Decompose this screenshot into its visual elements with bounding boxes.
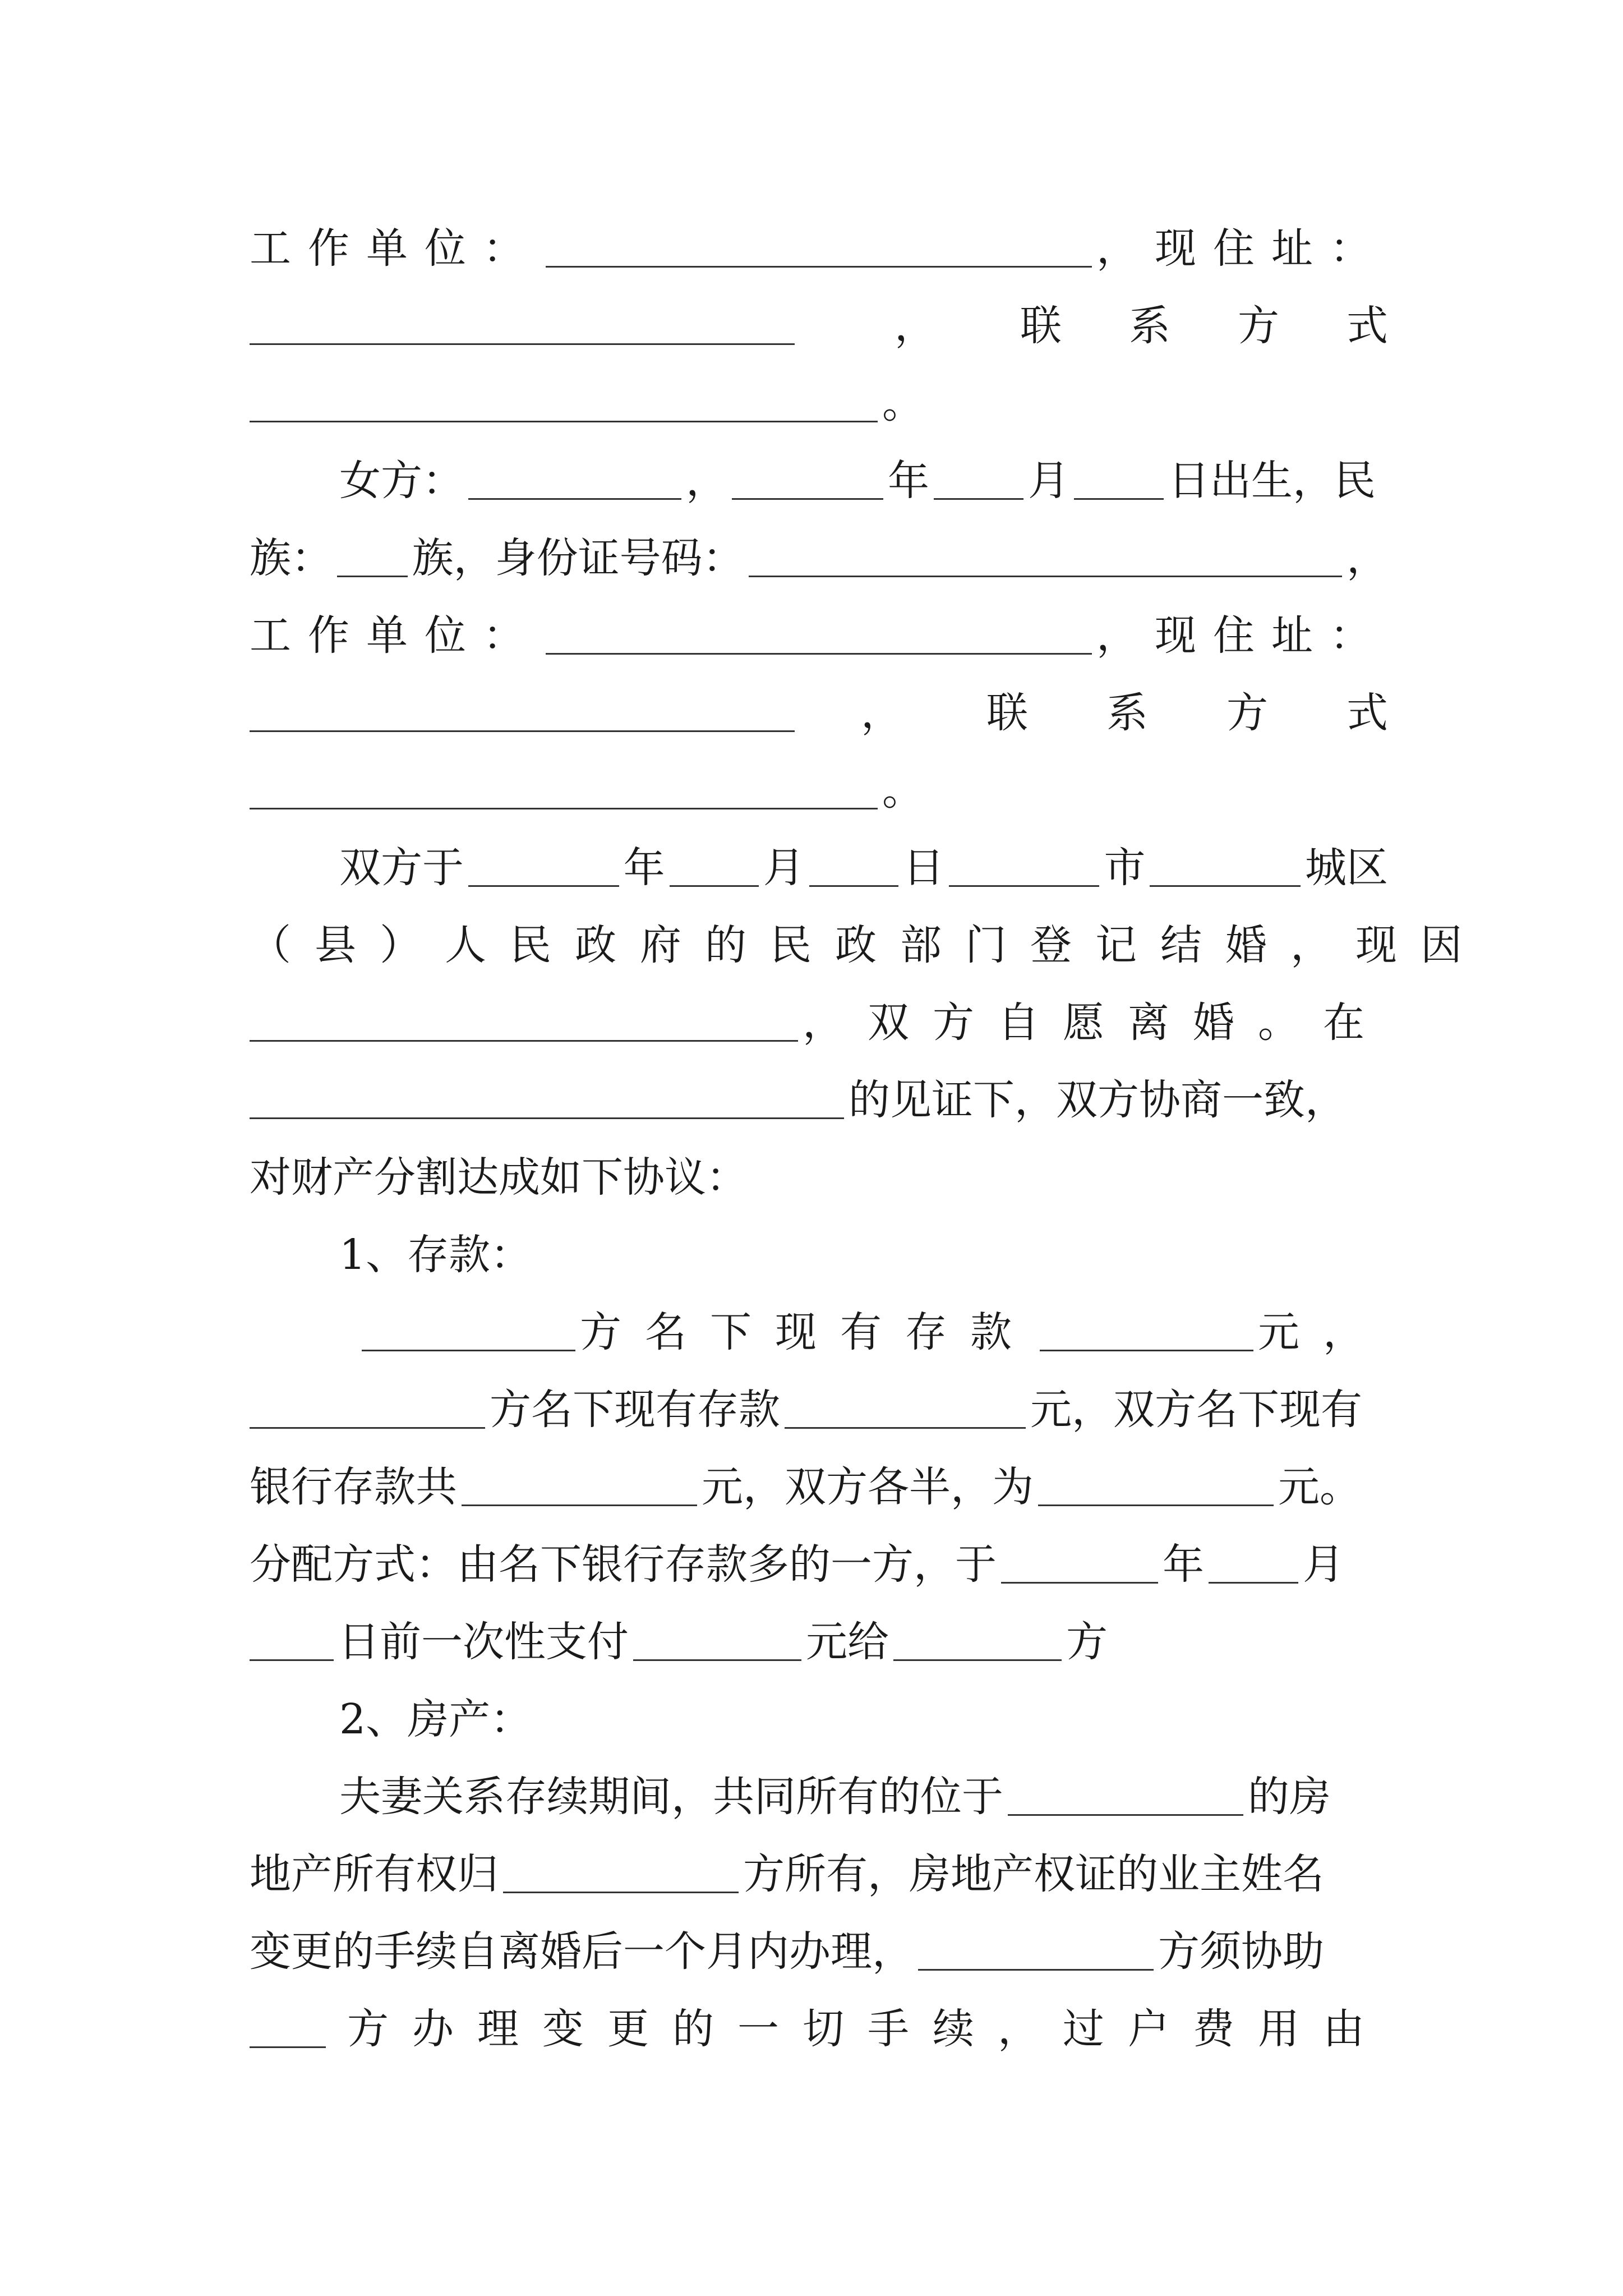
contact-char-2: 系 xyxy=(1129,302,1170,350)
month-label: 月 xyxy=(763,844,805,892)
line-7 xyxy=(250,679,1388,740)
line-18 xyxy=(250,1530,1388,1592)
female-label: 女方： xyxy=(339,457,464,505)
birth-day-blank[interactable] xyxy=(1074,455,1164,500)
deposit-text-1: 方名下现有存款 xyxy=(580,1308,1035,1356)
property-location-text: 夫妻关系存续期间，共同所有的位于 xyxy=(339,1773,1003,1821)
address-label-2: ，现住址： xyxy=(1096,611,1388,660)
month-label: 月 xyxy=(1303,1540,1344,1589)
line-14 xyxy=(339,1221,1388,1282)
ownership-text-2: 方所有，房地产权证的业主姓名 xyxy=(743,1850,1324,1898)
ethnicity-label: 族： xyxy=(250,534,333,582)
line-17 xyxy=(250,1453,1422,1515)
ownership-text: 地产所有权归 xyxy=(250,1850,499,1898)
payment-month-blank[interactable] xyxy=(1209,1539,1298,1584)
yuan-label: 元。 xyxy=(1278,1463,1361,1511)
line-1 xyxy=(250,214,1388,276)
total-deposit-label: 银行存款共 xyxy=(250,1463,457,1511)
property-suffix: 的房 xyxy=(1248,1773,1331,1821)
payment-amount-blank[interactable] xyxy=(633,1617,801,1661)
month-label: 月 xyxy=(1028,457,1069,505)
city-blank[interactable] xyxy=(949,843,1100,887)
district-blank[interactable] xyxy=(1150,843,1301,887)
contact-char-2: 系 xyxy=(1106,689,1148,737)
half-split-text: 元，双方各半，为 xyxy=(702,1463,1034,1511)
amount-blank-2[interactable] xyxy=(785,1384,1026,1429)
party-label: 方 xyxy=(1066,1618,1108,1666)
period: 。 xyxy=(882,766,924,815)
amount-blank-1[interactable] xyxy=(1040,1307,1253,1351)
comma: ， xyxy=(895,302,936,350)
registration-text: （县）人民政府的民政部门登记结婚，现因 xyxy=(250,921,1486,969)
agreement-intro: 对财产分割达成如下协议： xyxy=(250,1153,748,1202)
transfer-procedure-text: 变更的手续自离婚后一个月内办理， xyxy=(250,1927,914,1976)
line-16 xyxy=(250,1375,1388,1437)
assist-label: 方须协助 xyxy=(1158,1927,1324,1976)
id-number-blank[interactable] xyxy=(749,533,1342,577)
line-23 xyxy=(250,1917,1388,1979)
divorce-reason-blank[interactable] xyxy=(250,997,798,1042)
line-5 xyxy=(250,524,1388,586)
work-unit-label-2: 工作单位： xyxy=(250,611,541,660)
line-21 xyxy=(339,1763,1388,1824)
birth-month-blank[interactable] xyxy=(934,455,1023,500)
contact-char-1: 联 xyxy=(1020,302,1062,350)
voluntary-divorce-text: ，双方自愿离婚。在 xyxy=(803,999,1388,1047)
year-label: 年 xyxy=(888,457,929,505)
marriage-year-blank[interactable] xyxy=(468,843,619,887)
payment-day-blank[interactable] xyxy=(250,1617,334,1661)
day-label: 日 xyxy=(902,844,944,892)
deposit-text-2: 方名下现有存款 xyxy=(490,1386,780,1434)
yuan-label: 元， xyxy=(1258,1308,1388,1356)
contact-char-3: 方 xyxy=(1238,302,1279,350)
section-property-heading: 2、房产： xyxy=(339,1695,532,1743)
line-4 xyxy=(339,447,1388,508)
female-name-blank[interactable] xyxy=(468,455,681,500)
transfer-fee-text: 方办理变更的一切手续，过户费用由 xyxy=(347,2005,1388,2053)
line-15 xyxy=(362,1298,1388,1360)
id-label: 族，身份证号码： xyxy=(412,534,744,582)
deposit-text-3: 元，双方名下现有 xyxy=(1030,1386,1362,1434)
contact-blank-2[interactable] xyxy=(250,765,878,809)
work-unit-label: 工作单位： xyxy=(250,224,541,273)
marriage-month-blank[interactable] xyxy=(670,843,759,887)
half-amount-blank[interactable] xyxy=(1038,1462,1274,1506)
period: 。 xyxy=(882,379,924,427)
line-13 xyxy=(250,1143,1388,1205)
line-20 xyxy=(339,1685,1388,1747)
line-2 xyxy=(250,292,1388,353)
line-19 xyxy=(250,1608,1388,1669)
line-8 xyxy=(250,756,1388,818)
line-12 xyxy=(250,1066,1388,1128)
line-9 xyxy=(339,834,1388,895)
line-6 xyxy=(250,601,1388,663)
line-11 xyxy=(250,988,1388,1050)
one-time-payment-text: 日前一次性支付 xyxy=(338,1618,629,1666)
payee-blank[interactable] xyxy=(893,1617,1062,1661)
total-amount-blank[interactable] xyxy=(462,1462,697,1506)
work-unit-blank[interactable] xyxy=(546,223,1092,268)
party-blank-1[interactable] xyxy=(362,1307,575,1351)
comma: ， xyxy=(1347,534,1388,582)
work-unit-blank-2[interactable] xyxy=(546,610,1092,655)
birth-year-blank[interactable] xyxy=(732,455,883,500)
assisting-party-blank[interactable] xyxy=(918,1926,1154,1971)
payment-year-blank[interactable] xyxy=(1001,1539,1158,1584)
birth-label: 日出生，民 xyxy=(1168,457,1376,505)
comma: ， xyxy=(686,457,727,505)
contact-char-4: 式 xyxy=(1347,302,1388,350)
marriage-day-blank[interactable] xyxy=(809,843,898,887)
marriage-label: 双方于 xyxy=(339,844,464,892)
line-24 xyxy=(250,1995,1388,2056)
witness-blank[interactable] xyxy=(250,1075,844,1119)
yuan-to-label: 元给 xyxy=(806,1618,889,1666)
property-location-blank[interactable] xyxy=(1008,1772,1243,1816)
city-label: 市 xyxy=(1104,844,1146,892)
assisted-party-blank[interactable] xyxy=(250,2004,326,2048)
owner-party-blank[interactable] xyxy=(503,1849,739,1893)
contact-char-4: 式 xyxy=(1347,689,1388,737)
contact-char-3: 方 xyxy=(1227,689,1268,737)
comma: ， xyxy=(861,689,902,737)
ethnicity-blank[interactable] xyxy=(337,533,408,577)
section-deposits-heading: 1、存款： xyxy=(339,1231,532,1279)
distribution-method-text: 分配方式：由名下银行存款多的一方，于 xyxy=(250,1540,997,1589)
address-blank[interactable] xyxy=(250,301,795,345)
address-blank-2[interactable] xyxy=(250,688,795,732)
year-label: 年 xyxy=(1163,1540,1204,1589)
witness-text: 的见证下，双方协商一致， xyxy=(849,1076,1347,1124)
contact-blank[interactable] xyxy=(250,378,878,422)
year-label: 年 xyxy=(623,844,665,892)
party-blank-2[interactable] xyxy=(250,1384,485,1429)
line-10 xyxy=(250,911,1486,973)
district-label: 城区 xyxy=(1305,844,1388,892)
contact-char-1: 联 xyxy=(986,689,1028,737)
line-22 xyxy=(250,1840,1388,1902)
address-label: ，现住址： xyxy=(1096,224,1388,273)
line-3 xyxy=(250,369,1388,431)
